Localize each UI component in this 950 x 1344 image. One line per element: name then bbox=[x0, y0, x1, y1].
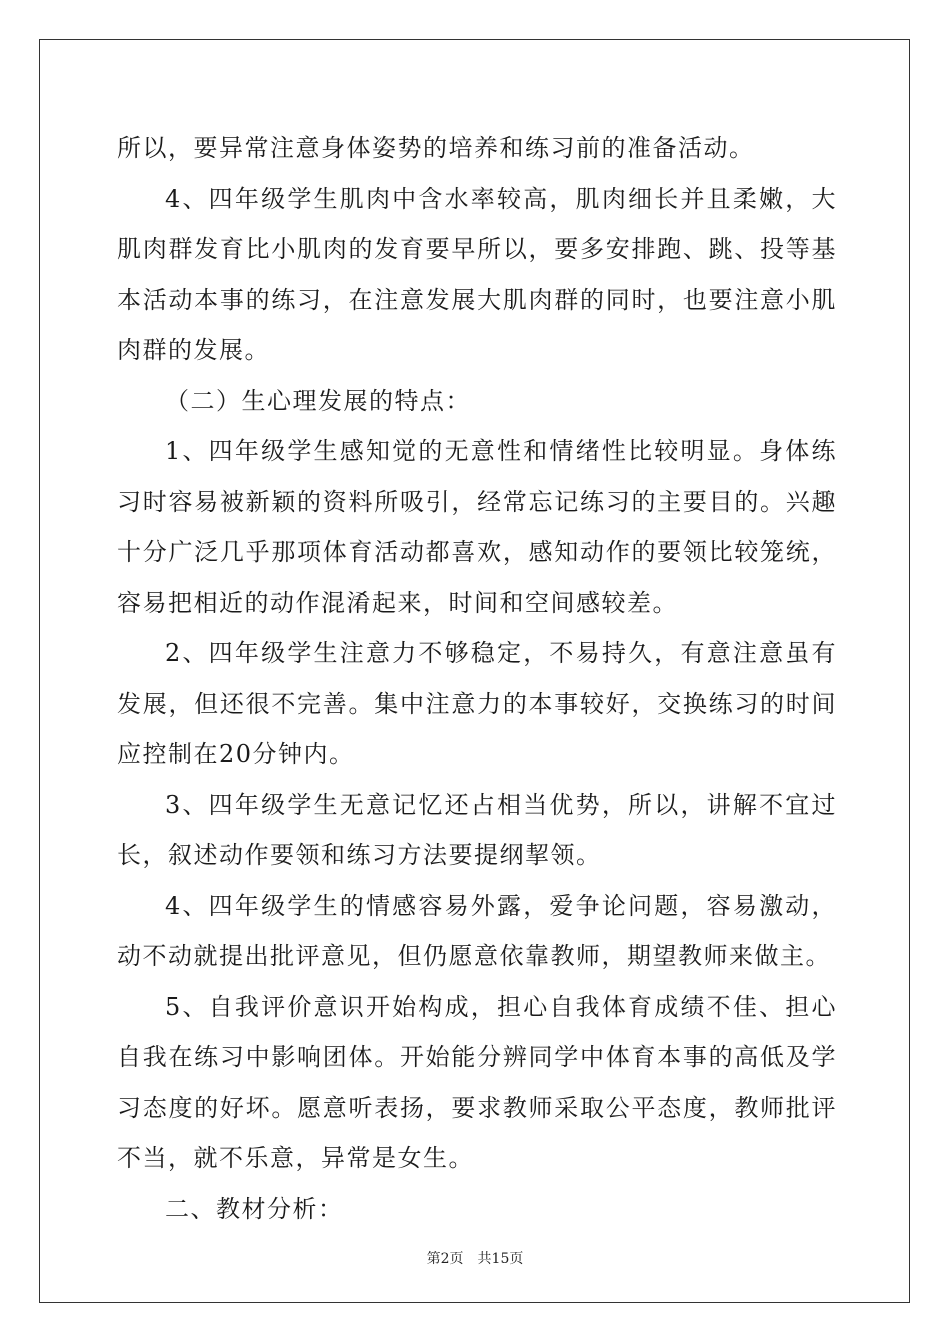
page-total: 共15页 bbox=[477, 1251, 524, 1267]
section-heading-psychology: （二）生心理发展的特点： bbox=[165, 386, 471, 415]
paragraph-emotion: 4、四年级学生的情感容易外露，爱争论问题，容易激动，动不动就提出批评意见，但仍愿意依靠教师，期望教师来做主。 bbox=[117, 891, 837, 970]
page-footer bbox=[0, 1248, 950, 1268]
page-number: 第2页 bbox=[426, 1251, 464, 1267]
paragraph-attention: 2、四年级学生注意力不够稳定，不易持久，有意注意虽有发展，但还很不完善。集中注意力的本事较好，交换练习的时间应控制在20分钟内。 bbox=[117, 639, 837, 768]
paragraph-self-evaluation: 5、自我评价意识开始构成，担心自我体育成绩不佳、担心自我在练习中影响团体。开始能分辨同学中体育本事的高低及学习态度的好坏。愿意听表扬，要求教师采取公平态度，教师批评不当，就不乐意，异常是女生。 bbox=[117, 992, 837, 1172]
paragraph-muscle: 4、四年级学生肌肉中含水率较高，肌肉细长并且柔嫩，大肌肉群发育比小肌肉的发育要早所以，要多安排跑、跳、投等基本活动本事的练习，在注意发展大肌肉群的同时，也要注意小肌肉群的发展。 bbox=[117, 184, 837, 364]
section-heading-materials: 二、教材分析： bbox=[165, 1194, 344, 1223]
paragraph-continuation: 所以，要异常注意身体姿势的培养和练习前的准备活动。 bbox=[117, 134, 755, 162]
paragraph-memory: 3、四年级学生无意记忆还占相当优势，所以，讲解不宜过长，叙述动作要领和练习方法要提纲挈领。 bbox=[117, 790, 837, 869]
document-body bbox=[117, 123, 837, 1234]
paragraph-perception: 1、四年级学生感知觉的无意性和情绪性比较明显。身体练习时容易被新颖的资料所吸引，经常忘记练习的主要目的。兴趣十分广泛几乎那项体育活动都喜欢，感知动作的要领比较笼统，容易把相近的动作混淆起来，时间和空间感较差。 bbox=[117, 437, 837, 617]
